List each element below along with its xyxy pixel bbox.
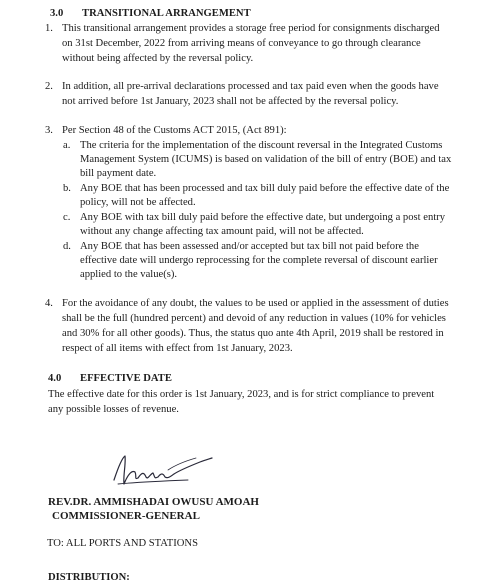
section-4-line: The effective date for this order is 1st January, 2023, and is for strict compliance to prevent [48,389,435,400]
item-3d-line: applied to the value(s). [80,269,178,280]
distribution-heading: DISTRIBUTION: [48,572,130,583]
item-3-lead: Per Section 48 of the Customs ACT 2015, (Act 891): [62,125,287,136]
item-3d-line: effective date will undergo reprocessing for the complete reversal of discount earlier [80,255,438,266]
item-4-number: 4. [45,298,53,309]
item-3c-line: without any change affecting tax amount paid, will not be affected. [80,226,364,237]
item-1-line: on 31st December, 2022 from arriving means of conveyance to go through clearance [62,38,421,49]
item-3b-letter: b. [63,183,71,194]
section-4-line: any possible losses of revenue. [48,404,179,415]
section-4-heading: EFFECTIVE DATE [80,373,172,384]
item-2-line: not arrived before 1st January, 2023 shall not be affected by the reversal policy. [62,96,399,107]
item-3a-line: The criteria for the implementation of the discount reversal in the Integrated Customs [80,140,443,151]
item-3-number: 3. [45,125,53,136]
item-3d-letter: d. [63,241,71,252]
item-2-number: 2. [45,81,53,92]
item-2-line: In addition, all pre-arrival declarations processed and tax paid even when the goods have [62,81,439,92]
item-3b-line: policy, will not be affected. [80,197,196,208]
handwritten-signature [108,450,218,490]
item-3c-line: Any BOE with tax bill duly paid before the effective date, but undergoing a post entry [80,212,446,223]
item-4-line: and 30% for all other goods). Thus, the status quo ante 4th April, 2019 shall be restored in [62,328,444,339]
item-3d-line: Any BOE that has been assessed and/or accepted but tax bill not paid before the [80,241,419,252]
section-4-number: 4.0 [48,373,62,384]
item-3a-letter: a. [63,140,71,151]
section-3-heading: TRANSITIONAL ARRANGEMENT [82,8,251,19]
signatory-title: COMMISSIONER-GENERAL [52,510,200,522]
item-3c-letter: c. [63,212,71,223]
item-1-line: without being affected by the reversal policy. [62,53,254,64]
item-4-line: For the avoidance of any doubt, the values to be used or applied in the assessment of duties [62,298,449,309]
item-3a-line: bill payment date. [80,168,157,179]
item-3a-line: Management System (ICUMS) is based on validation of the bill of entry (BOE) and tax [80,154,452,165]
section-3-number: 3.0 [50,8,64,19]
signatory-name: REV.DR. AMMISHADAI OWUSU AMOAH [48,496,259,508]
item-4-line: shall be the full (hundred percent) and devoid of any reduction in values (10% for vehicles [62,313,446,324]
distribution-to-line: TO: ALL PORTS AND STATIONS [47,538,198,549]
item-1-number: 1. [45,23,53,34]
item-1-line: This transitional arrangement provides a storage free period for consignments discharged [62,23,440,34]
item-4-line: respect of all items with effect from 1st January, 2023. [62,343,293,354]
item-3b-line: Any BOE that has been processed and tax bill duly paid before the effective date of the [80,183,450,194]
